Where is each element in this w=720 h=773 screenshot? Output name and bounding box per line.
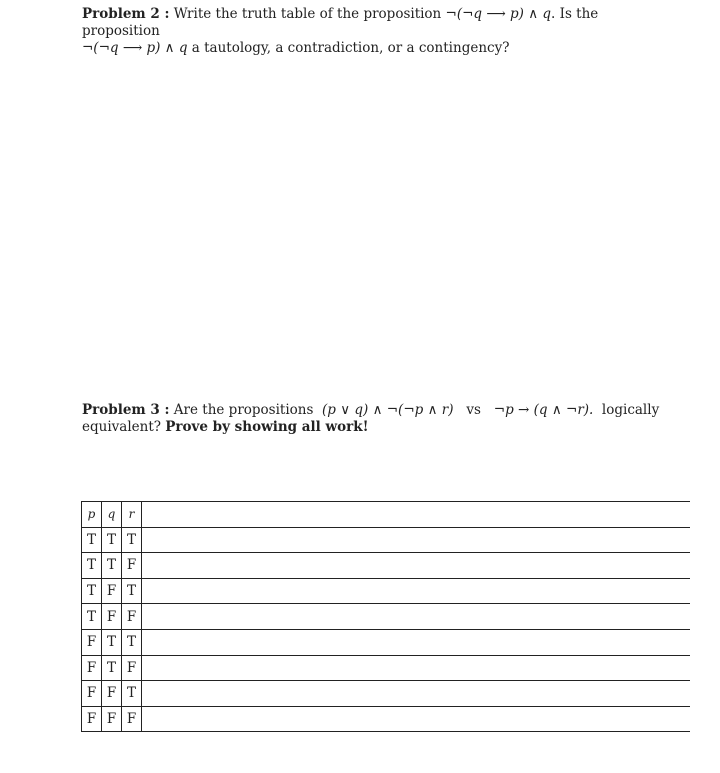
truth-table-body (82, 527, 691, 732)
problem-2 (82, 6, 672, 57)
truth-value-cell: T (102, 553, 122, 579)
truth-value-cell: F (82, 629, 102, 655)
table-row (82, 527, 691, 553)
work-cell[interactable] (142, 604, 691, 630)
work-cell[interactable] (142, 578, 691, 604)
truth-value-cell: T (102, 527, 122, 553)
table-row (82, 604, 691, 630)
table-row (82, 553, 691, 579)
problem-3-text-2: logically equivalent? (82, 402, 660, 435)
table-header-row (82, 502, 691, 528)
truth-value-cell: F (82, 655, 102, 681)
header-p: p (82, 502, 102, 528)
table-row (82, 681, 691, 707)
truth-value-cell: T (82, 578, 102, 604)
truth-value-cell: F (82, 681, 102, 707)
table-row (82, 629, 691, 655)
truth-value-cell: F (102, 578, 122, 604)
problem-3 (82, 402, 672, 436)
problem-3-title: Problem 3 : (82, 402, 170, 418)
problem-2-text-1: Write the truth table of the proposition (169, 6, 446, 22)
truth-value-cell: F (122, 553, 142, 579)
problem-2-title: Problem 2 : (82, 6, 170, 22)
truth-value-cell: T (102, 629, 122, 655)
problem-3-vs: vs (466, 402, 481, 418)
table-row (82, 706, 691, 732)
truth-value-cell: F (122, 655, 142, 681)
truth-value-cell: T (122, 527, 142, 553)
truth-table (81, 501, 690, 732)
problem-3-instruction: Prove by showing all work! (165, 419, 369, 435)
truth-value-cell: T (82, 527, 102, 553)
work-cell[interactable] (142, 706, 691, 732)
truth-value-cell: F (102, 706, 122, 732)
header-r: r (122, 502, 142, 528)
work-cell[interactable] (142, 681, 691, 707)
truth-value-cell: T (122, 578, 142, 604)
problem-2-text-3: a tautology, a contradiction, or a contingency? (187, 40, 510, 56)
truth-value-cell: F (122, 706, 142, 732)
truth-value-cell: F (122, 604, 142, 630)
problem-2-text-2: . Is the proposition (82, 6, 599, 39)
work-cell[interactable] (142, 629, 691, 655)
truth-value-cell: T (82, 604, 102, 630)
problem-2-proposition-repeat: ¬(¬q ⟶ p) ∧ q (82, 40, 188, 56)
problem-3-text-1: Are the propositions (169, 402, 318, 418)
problem-3-proposition-2: ¬p → (q ∧ ¬r). (493, 402, 594, 418)
problem-3-proposition-1: (p ∨ q) ∧ ¬(¬p ∧ r) (322, 402, 454, 418)
truth-value-cell: T (82, 553, 102, 579)
truth-value-cell: T (122, 629, 142, 655)
truth-value-cell: T (122, 681, 142, 707)
problem-2-proposition: ¬(¬q ⟶ p) ∧ q (445, 6, 552, 22)
work-cell[interactable] (142, 655, 691, 681)
truth-value-cell: T (102, 655, 122, 681)
work-cell[interactable] (142, 527, 691, 553)
truth-value-cell: F (102, 604, 122, 630)
header-q: q (102, 502, 122, 528)
work-cell[interactable] (142, 553, 691, 579)
truth-value-cell: F (102, 681, 122, 707)
work-cell[interactable] (142, 502, 691, 528)
truth-value-cell: F (82, 706, 102, 732)
table-row (82, 578, 691, 604)
table-row (82, 655, 691, 681)
